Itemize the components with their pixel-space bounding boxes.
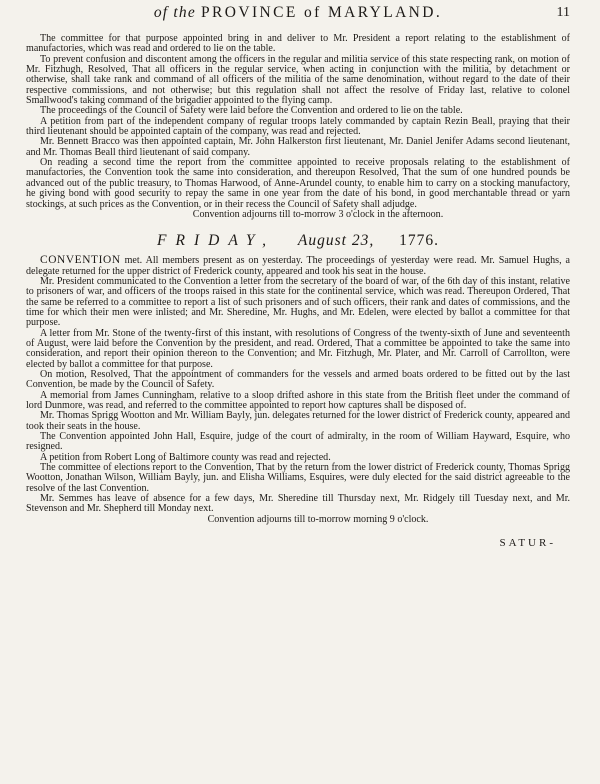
- paragraph: A letter from Mr. Stone of the twenty-first of this instant, with resolutions of Congress of the twenty-sixth of June and seventeenth of August, were laid before the Convention by the president, and read. Ordered, That a committee be appointed to take the same into consideration, and report their opinion thereon to the Convention; and Mr. Fitzhugh, Mr. Plater, and Mr. Carroll of Carrollton, were elected by ballot a committee for that purpose.: [26, 327, 570, 370]
- running-title: [154, 4, 442, 22]
- paragraph: The proceedings of the Council of Safety were laid before the Convention and ordered to lie on the table.: [40, 105, 463, 117]
- section-friday: [26, 255, 570, 525]
- catchword: SATUR-: [499, 537, 556, 550]
- running-title-caps: PROVINCE of MARYLAND.: [201, 4, 443, 21]
- paragraph: A memorial from James Cunningham, relative to a sloop drifted ashore in this state from the British fleet under the command of lord Dunmore, was read, and referred to the committee appointed to report how captures shall be disposed of.: [26, 389, 570, 411]
- paragraph: On motion, Resolved, That the appointment of commanders for the vessels and armed boats ordered to be fitted out by the last Convention, be made by the Council of Safety.: [26, 368, 570, 391]
- day-heading: [26, 232, 570, 250]
- paragraph: The committee of elections report to the Convention, That by the return from the lower district of Frederick county, Thomas Sprigg Wootton, Jonathan Wilson, William Bayly, jun. and Elisha Williams, Esquires, were duly elected for the said district agreeable to the resolve of the last Convention.: [26, 462, 570, 494]
- lead-word: CONVENTION: [40, 254, 121, 267]
- day-date: August 23,: [297, 232, 375, 250]
- paragraph: Mr. Semmes has leave of absence for a few days, Mr. Sheredine till Thursday next, Mr. Ridgely till Tuesday next, and Mr. Stevenson and Mr. Shepherd till Monday next.: [26, 493, 570, 515]
- paragraph: The committee for that purpose appointed bring in and deliver to Mr. President a report relating to the establishment of manufactories, which was read and ordered to lie on the table.: [26, 33, 570, 55]
- paragraph: The Convention appointed John Hall, Esquire, judge of the court of admiralty, in the room of William Hayward, Esquire, who resigned.: [26, 431, 570, 453]
- day-name: FRIDAY,: [157, 232, 276, 250]
- section-thursday: [26, 34, 570, 220]
- adjournment-note: Convention adjourns till to-morrow morning 9 o'clock.: [207, 513, 429, 525]
- paragraph-body: met. All members present as on yesterday. The proceedings of yesterday were read. Mr. Samuel Hughs, a delegate returned for the upper district of Frederick county, appeared and took his seat in the house.: [26, 255, 570, 277]
- running-head: [26, 0, 570, 34]
- paragraph: [26, 255, 570, 277]
- paragraph: A petition from Robert Long of Baltimore county was read and rejected.: [40, 451, 331, 463]
- paragraph: A petition from part of the independent company of regular troops lately commanded by captain Rezin Beall, praying that their third lieutenant should be appointed captain of the company, was read and rejected.: [26, 115, 570, 138]
- running-title-prefix: of the: [153, 4, 201, 21]
- page-number: 11: [556, 5, 570, 20]
- paragraph: On reading a second time the report from the committee appointed to receive proposals relating to the establishment of manufactories, the Convention took the same into consideration, and thereupon Resolved, That the sum of one hundred pounds be advanced out of the public treasury, to Thomas Harwood, of Anne-Arundel county, to enable him to carry on a stocking manufactory, he giving bond with good security to repay the same in one year from the date of his bond, in good merchantable thread or yarn stockings, at such prices as the Convention, or in their recess the Council of Safety shall adjudge.: [26, 157, 570, 210]
- day-year: 1776.: [399, 232, 439, 250]
- paragraph: Mr. Thomas Sprigg Wootton and Mr. William Bayly, jun. delegates returned for the lower district of Frederick county, appeared and took their seats in the house.: [26, 410, 570, 432]
- paragraph: To prevent confusion and discontent among the officers in the regular and militia service of this state respecting rank, on motion of Mr. Fitzhugh, Resolved, That all officers in the regular service, when acting in conjunction with the militia, by detachment or otherwise, shall take rank and command of all officers of the militia of the same denomination, without regard to the date of their respective commissions, and not otherwise; but this regulation shall not affect the resolve of Friday last, relative to colonel Smallwood's taking command of the brigadier appointed to the flying camp.: [26, 53, 570, 107]
- paragraph: Mr. Bennett Bracco was then appointed captain, Mr. John Halkerston first lieutenant, Mr. Daniel Jenifer Adams second lieutenant, and Mr. Thomas Beall third lieutenant of said company.: [26, 136, 570, 158]
- paragraph: Mr. President communicated to the Convention a letter from the secretary of the board of war, of the 6th day of this instant, relative to prisoners of war, and officers of the troops raised in this state for the continental service, which was read. Thereupon Ordered, That the same be referred to a committee to report a list of such prisoners and of such officers, their rank and dates of commissions, and the time for which their men were inlisted; and Mr. Sheredine, Mr. Hughs, and Mr. Edelen, were elected by ballot a committee for that purpose.: [26, 275, 570, 329]
- adjournment-note: Convention adjourns till to-morrow 3 o'clock in the afternoon.: [192, 208, 444, 220]
